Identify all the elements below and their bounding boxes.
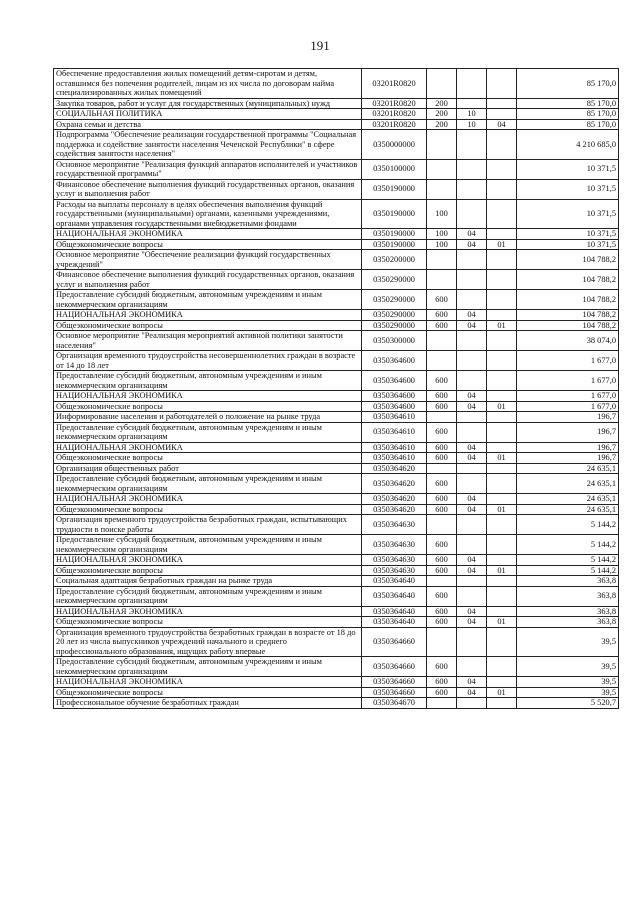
- cell-expense-type: 600: [427, 606, 457, 617]
- cell-section: 04: [457, 229, 487, 240]
- cell-amount: 85 170,0: [517, 69, 619, 99]
- cell-amount: 10 371,5: [517, 229, 619, 240]
- cell-amount: 363,8: [517, 576, 619, 587]
- cell-target-article: 0350364600: [362, 401, 427, 412]
- cell-expense-type: 600: [427, 687, 457, 698]
- table-row: [54, 351, 619, 371]
- cell-subsection: [487, 474, 517, 494]
- cell-section: [457, 627, 487, 657]
- cell-amount: 104 788,2: [517, 320, 619, 331]
- cell-subsection: [487, 270, 517, 290]
- table-row: [54, 331, 619, 351]
- table-row: [54, 535, 619, 555]
- cell-expense-type: [427, 463, 457, 474]
- cell-amount: 10 371,5: [517, 179, 619, 199]
- cell-target-article: 0350364640: [362, 617, 427, 628]
- cell-expense-type: [427, 698, 457, 709]
- cell-description: Общеэкономические вопросы: [54, 687, 362, 698]
- cell-expense-type: 200: [427, 119, 457, 130]
- cell-amount: 24 635,1: [517, 463, 619, 474]
- cell-subsection: [487, 199, 517, 229]
- cell-amount: 104 788,2: [517, 290, 619, 310]
- cell-subsection: [487, 250, 517, 270]
- cell-description: СОЦИАЛЬНАЯ ПОЛИТИКА: [54, 109, 362, 120]
- table-row: [54, 239, 619, 250]
- cell-description: Закупка товаров, работ и услуг для государственных (муниципальных) нужд: [54, 98, 362, 109]
- cell-amount: 5 144,2: [517, 535, 619, 555]
- cell-description: Предоставление субсидий бюджетным, автономным учреждениям и иным некоммерческим организациям: [54, 586, 362, 606]
- cell-expense-type: 600: [427, 565, 457, 576]
- cell-section: [457, 250, 487, 270]
- cell-description: НАЦИОНАЛЬНАЯ ЭКОНОМИКА: [54, 391, 362, 402]
- cell-amount: 39,5: [517, 657, 619, 677]
- table-row: [54, 130, 619, 160]
- cell-subsection: [487, 627, 517, 657]
- cell-target-article: 0350364610: [362, 422, 427, 442]
- cell-target-article: 0350300000: [362, 331, 427, 351]
- table-row: [54, 229, 619, 240]
- cell-description: Охрана семьи и детства: [54, 119, 362, 130]
- cell-description: НАЦИОНАЛЬНАЯ ЭКОНОМИКА: [54, 310, 362, 321]
- table-row: [54, 109, 619, 120]
- cell-section: [457, 535, 487, 555]
- cell-expense-type: 600: [427, 442, 457, 453]
- cell-amount: 5 144,2: [517, 565, 619, 576]
- cell-description: Предоставление субсидий бюджетным, автономным учреждениям и иным некоммерческим организациям: [54, 422, 362, 442]
- cell-subsection: 01: [487, 504, 517, 515]
- table-row: [54, 69, 619, 99]
- cell-description: НАЦИОНАЛЬНАЯ ЭКОНОМИКА: [54, 442, 362, 453]
- cell-amount: 196,7: [517, 453, 619, 464]
- cell-subsection: 01: [487, 239, 517, 250]
- cell-subsection: 01: [487, 401, 517, 412]
- cell-section: [457, 422, 487, 442]
- cell-subsection: [487, 657, 517, 677]
- cell-amount: 85 170,0: [517, 119, 619, 130]
- cell-target-article: 0350364630: [362, 515, 427, 535]
- cell-expense-type: [427, 331, 457, 351]
- cell-amount: 10 371,5: [517, 199, 619, 229]
- cell-section: 04: [457, 310, 487, 321]
- cell-expense-type: 600: [427, 657, 457, 677]
- cell-expense-type: [427, 576, 457, 587]
- cell-target-article: 0350290000: [362, 310, 427, 321]
- cell-description: Предоставление субсидий бюджетным, автономным учреждениям и иным некоммерческим организациям: [54, 474, 362, 494]
- cell-expense-type: 600: [427, 535, 457, 555]
- cell-expense-type: [427, 412, 457, 423]
- cell-description: НАЦИОНАЛЬНАЯ ЭКОНОМИКА: [54, 555, 362, 566]
- cell-target-article: 0350190000: [362, 179, 427, 199]
- cell-description: Основное мероприятие "Обеспечение реализации функций государственных учреждений": [54, 250, 362, 270]
- cell-section: [457, 586, 487, 606]
- table-row: [54, 504, 619, 515]
- cell-description: Предоставление субсидий бюджетным, автономным учреждениям и иным некоммерческим организациям: [54, 371, 362, 391]
- cell-target-article: 0350364660: [362, 657, 427, 677]
- cell-expense-type: 100: [427, 199, 457, 229]
- cell-expense-type: 200: [427, 98, 457, 109]
- cell-amount: 5 144,2: [517, 555, 619, 566]
- cell-subsection: [487, 229, 517, 240]
- cell-subsection: 01: [487, 565, 517, 576]
- cell-target-article: 0350364640: [362, 576, 427, 587]
- cell-expense-type: 600: [427, 504, 457, 515]
- cell-section: 04: [457, 677, 487, 688]
- cell-expense-type: 100: [427, 229, 457, 240]
- cell-target-article: 0350190000: [362, 199, 427, 229]
- table-row: [54, 310, 619, 321]
- cell-expense-type: [427, 627, 457, 657]
- cell-section: [457, 159, 487, 179]
- cell-description: Обеспечение предоставления жилых помещений детям-сиротам и детям, оставшимся без попечения родителей, лицам из их числа по договорам найма специализированных жилых помещений: [54, 69, 362, 99]
- cell-amount: 363,8: [517, 586, 619, 606]
- cell-expense-type: 200: [427, 109, 457, 120]
- cell-amount: 363,8: [517, 617, 619, 628]
- cell-section: 10: [457, 109, 487, 120]
- cell-description: Предоставление субсидий бюджетным, автономным учреждениям и иным некоммерческим организациям: [54, 290, 362, 310]
- cell-amount: 196,7: [517, 422, 619, 442]
- cell-subsection: [487, 290, 517, 310]
- cell-expense-type: 600: [427, 494, 457, 505]
- cell-section: 04: [457, 239, 487, 250]
- table-row: [54, 371, 619, 391]
- cell-section: [457, 130, 487, 160]
- table-row: [54, 391, 619, 402]
- cell-amount: 10 371,5: [517, 159, 619, 179]
- cell-expense-type: 600: [427, 586, 457, 606]
- table-row: [54, 494, 619, 505]
- cell-amount: 39,5: [517, 687, 619, 698]
- cell-section: 04: [457, 391, 487, 402]
- cell-target-article: 0350290000: [362, 290, 427, 310]
- cell-amount: 5 144,2: [517, 515, 619, 535]
- cell-subsection: [487, 179, 517, 199]
- cell-target-article: 0350364610: [362, 442, 427, 453]
- table-row: [54, 320, 619, 331]
- cell-description: Расходы на выплаты персоналу в целях обеспечения выполнения функций государственными (муниципальными) органами, казенными учреждениями, органами управления государственными внебюджетными фондами: [54, 199, 362, 229]
- budget-table-body: [54, 69, 619, 709]
- cell-expense-type: 600: [427, 677, 457, 688]
- cell-subsection: 01: [487, 320, 517, 331]
- table-row: [54, 565, 619, 576]
- cell-subsection: [487, 442, 517, 453]
- table-row: [54, 290, 619, 310]
- cell-section: [457, 515, 487, 535]
- cell-target-article: 03201R0820: [362, 119, 427, 130]
- cell-amount: 24 635,1: [517, 504, 619, 515]
- cell-expense-type: 600: [427, 310, 457, 321]
- cell-section: 04: [457, 453, 487, 464]
- cell-amount: 39,5: [517, 627, 619, 657]
- table-row: [54, 555, 619, 566]
- cell-target-article: 0350290000: [362, 270, 427, 290]
- cell-section: [457, 474, 487, 494]
- cell-target-article: 0350364610: [362, 412, 427, 423]
- cell-section: [457, 69, 487, 99]
- cell-section: 04: [457, 687, 487, 698]
- cell-amount: 39,5: [517, 677, 619, 688]
- cell-subsection: [487, 515, 517, 535]
- cell-section: [457, 270, 487, 290]
- cell-target-article: 0350190000: [362, 229, 427, 240]
- table-row: [54, 576, 619, 587]
- cell-amount: 85 170,0: [517, 98, 619, 109]
- cell-section: [457, 657, 487, 677]
- cell-target-article: 0350364630: [362, 565, 427, 576]
- cell-target-article: 0350364660: [362, 687, 427, 698]
- cell-subsection: [487, 69, 517, 99]
- table-row: [54, 474, 619, 494]
- cell-section: [457, 98, 487, 109]
- cell-target-article: 0350190000: [362, 239, 427, 250]
- cell-amount: 1 677,0: [517, 371, 619, 391]
- cell-amount: 5 520,7: [517, 698, 619, 709]
- cell-target-article: 0350364620: [362, 463, 427, 474]
- cell-target-article: 0350364660: [362, 627, 427, 657]
- cell-target-article: 0350100000: [362, 159, 427, 179]
- cell-section: 04: [457, 555, 487, 566]
- cell-expense-type: 600: [427, 617, 457, 628]
- table-row: [54, 606, 619, 617]
- table-row: [54, 401, 619, 412]
- cell-section: [457, 371, 487, 391]
- cell-target-article: 0350364620: [362, 474, 427, 494]
- cell-expense-type: 600: [427, 290, 457, 310]
- cell-section: 04: [457, 401, 487, 412]
- cell-amount: 1 677,0: [517, 351, 619, 371]
- cell-subsection: [487, 412, 517, 423]
- cell-description: Предоставление субсидий бюджетным, автономным учреждениям и иным некоммерческим организациям: [54, 657, 362, 677]
- cell-description: Общеэкономические вопросы: [54, 565, 362, 576]
- cell-expense-type: 600: [427, 555, 457, 566]
- cell-subsection: 01: [487, 687, 517, 698]
- cell-subsection: [487, 586, 517, 606]
- cell-description: НАЦИОНАЛЬНАЯ ЭКОНОМИКА: [54, 677, 362, 688]
- cell-section: [457, 698, 487, 709]
- cell-amount: 4 210 685,0: [517, 130, 619, 160]
- budget-table: [53, 68, 619, 709]
- cell-section: [457, 463, 487, 474]
- cell-description: Общеэкономические вопросы: [54, 320, 362, 331]
- table-row: [54, 698, 619, 709]
- cell-description: Профессиональное обучение безработных граждан: [54, 698, 362, 709]
- cell-expense-type: [427, 515, 457, 535]
- cell-subsection: 01: [487, 453, 517, 464]
- cell-description: Основное мероприятие "Реализация мероприятий активной политики занятости населения": [54, 331, 362, 351]
- cell-expense-type: 600: [427, 401, 457, 412]
- cell-expense-type: [427, 351, 457, 371]
- cell-target-article: 0350364670: [362, 698, 427, 709]
- cell-section: 04: [457, 606, 487, 617]
- table-row: [54, 463, 619, 474]
- cell-section: [457, 290, 487, 310]
- cell-subsection: [487, 422, 517, 442]
- cell-target-article: 03201R0820: [362, 69, 427, 99]
- cell-section: 04: [457, 617, 487, 628]
- cell-target-article: 0350364630: [362, 535, 427, 555]
- table-row: [54, 250, 619, 270]
- cell-subsection: [487, 371, 517, 391]
- cell-description: Информирование населения и работодателей о положение на рынке труда: [54, 412, 362, 423]
- cell-subsection: [487, 109, 517, 120]
- cell-subsection: [487, 463, 517, 474]
- cell-section: [457, 331, 487, 351]
- cell-subsection: [487, 606, 517, 617]
- cell-subsection: [487, 677, 517, 688]
- cell-target-article: 0350364620: [362, 494, 427, 505]
- cell-target-article: 0350290000: [362, 320, 427, 331]
- cell-section: [457, 576, 487, 587]
- cell-description: Общеэкономические вопросы: [54, 453, 362, 464]
- cell-amount: 85 170,0: [517, 109, 619, 120]
- cell-description: НАЦИОНАЛЬНАЯ ЭКОНОМИКА: [54, 229, 362, 240]
- cell-section: [457, 179, 487, 199]
- table-row: [54, 677, 619, 688]
- cell-subsection: [487, 391, 517, 402]
- cell-target-article: 0350200000: [362, 250, 427, 270]
- cell-section: 04: [457, 504, 487, 515]
- table-row: [54, 442, 619, 453]
- cell-description: Общеэкономические вопросы: [54, 504, 362, 515]
- cell-amount: 104 788,2: [517, 250, 619, 270]
- cell-amount: 363,8: [517, 606, 619, 617]
- cell-target-article: 0350364600: [362, 351, 427, 371]
- cell-description: Предоставление субсидий бюджетным, автономным учреждениям и иным некоммерческим организациям: [54, 535, 362, 555]
- cell-expense-type: 600: [427, 422, 457, 442]
- cell-expense-type: 600: [427, 474, 457, 494]
- cell-description: Общеэкономические вопросы: [54, 239, 362, 250]
- cell-amount: 104 788,2: [517, 310, 619, 321]
- cell-description: Подпрограмма "Обеспечение реализации государственной программы "Социальная поддержка и содействие занятости населения Чеченской Республики" в сфере содействия занятости населения": [54, 130, 362, 160]
- table-row: [54, 422, 619, 442]
- cell-expense-type: [427, 130, 457, 160]
- cell-description: Финансовое обеспечение выполнения функций государственных органов, оказания услуг и выполнения работ: [54, 270, 362, 290]
- cell-description: Общеэкономические вопросы: [54, 617, 362, 628]
- cell-subsection: [487, 535, 517, 555]
- cell-target-article: 0350364640: [362, 586, 427, 606]
- table-row: [54, 159, 619, 179]
- cell-expense-type: [427, 270, 457, 290]
- cell-amount: 104 788,2: [517, 270, 619, 290]
- cell-amount: 196,7: [517, 412, 619, 423]
- cell-description: Основное мероприятие "Реализация функций аппаратов исполнителей и участников государственной программы": [54, 159, 362, 179]
- cell-expense-type: 600: [427, 371, 457, 391]
- cell-subsection: [487, 159, 517, 179]
- cell-subsection: [487, 555, 517, 566]
- cell-subsection: [487, 331, 517, 351]
- cell-expense-type: [427, 179, 457, 199]
- cell-section: [457, 412, 487, 423]
- cell-section: 04: [457, 565, 487, 576]
- cell-target-article: 0350364620: [362, 504, 427, 515]
- cell-expense-type: [427, 159, 457, 179]
- cell-target-article: 0350364640: [362, 606, 427, 617]
- table-row: [54, 412, 619, 423]
- cell-description: Общеэкономические вопросы: [54, 401, 362, 412]
- cell-subsection: [487, 698, 517, 709]
- cell-amount: 1 677,0: [517, 391, 619, 402]
- cell-description: Организация временного трудоустройства безработных граждан в возрасте от 18 до 20 лет из числа выпускников учреждений начального и среднего профессионального образования, ищущих работу впервые: [54, 627, 362, 657]
- cell-target-article: 0350364610: [362, 453, 427, 464]
- table-row: [54, 586, 619, 606]
- cell-target-article: 0350364660: [362, 677, 427, 688]
- table-row: [54, 687, 619, 698]
- cell-expense-type: [427, 250, 457, 270]
- cell-amount: 38 074,0: [517, 331, 619, 351]
- page-number: 191: [310, 38, 330, 53]
- cell-amount: 10 371,5: [517, 239, 619, 250]
- table-row: [54, 453, 619, 464]
- cell-amount: 24 635,1: [517, 494, 619, 505]
- cell-subsection: [487, 98, 517, 109]
- cell-amount: 196,7: [517, 442, 619, 453]
- cell-subsection: [487, 310, 517, 321]
- cell-target-article: 0350364630: [362, 555, 427, 566]
- table-row: [54, 98, 619, 109]
- cell-expense-type: 600: [427, 391, 457, 402]
- cell-description: Социальная адаптация безработных граждан на рынке труда: [54, 576, 362, 587]
- cell-description: Организация временного трудоустройства несовершеннолетних граждан в возрасте от 14 до 18 лет: [54, 351, 362, 371]
- table-row: [54, 270, 619, 290]
- cell-description: НАЦИОНАЛЬНАЯ ЭКОНОМИКА: [54, 606, 362, 617]
- cell-amount: 24 635,1: [517, 474, 619, 494]
- cell-target-article: 0350364600: [362, 391, 427, 402]
- cell-amount: 1 677,0: [517, 401, 619, 412]
- cell-section: [457, 199, 487, 229]
- cell-section: [457, 351, 487, 371]
- cell-subsection: [487, 494, 517, 505]
- cell-description: НАЦИОНАЛЬНАЯ ЭКОНОМИКА: [54, 494, 362, 505]
- cell-target-article: 0350364600: [362, 371, 427, 391]
- cell-section: 04: [457, 442, 487, 453]
- cell-expense-type: 600: [427, 453, 457, 464]
- cell-description: Организация общественных работ: [54, 463, 362, 474]
- cell-description: Финансовое обеспечение выполнения функций государственных органов, оказания услуг и выполнения работ: [54, 179, 362, 199]
- cell-subsection: [487, 351, 517, 371]
- table-row: [54, 515, 619, 535]
- cell-expense-type: [427, 69, 457, 99]
- cell-expense-type: 600: [427, 320, 457, 331]
- cell-target-article: 0350000000: [362, 130, 427, 160]
- cell-section: 04: [457, 494, 487, 505]
- table-row: [54, 657, 619, 677]
- table-row: [54, 617, 619, 628]
- cell-subsection: 01: [487, 617, 517, 628]
- cell-subsection: 04: [487, 119, 517, 130]
- table-row: [54, 179, 619, 199]
- cell-expense-type: 100: [427, 239, 457, 250]
- cell-subsection: [487, 130, 517, 160]
- cell-target-article: 03201R0820: [362, 98, 427, 109]
- table-row: [54, 199, 619, 229]
- cell-target-article: 03201R0820: [362, 109, 427, 120]
- cell-section: 04: [457, 320, 487, 331]
- table-row: [54, 119, 619, 130]
- cell-subsection: [487, 576, 517, 587]
- table-row: [54, 627, 619, 657]
- cell-section: 10: [457, 119, 487, 130]
- cell-description: Организация временного трудоустройства безработных граждан, испытывающих трудности в поиске работы: [54, 515, 362, 535]
